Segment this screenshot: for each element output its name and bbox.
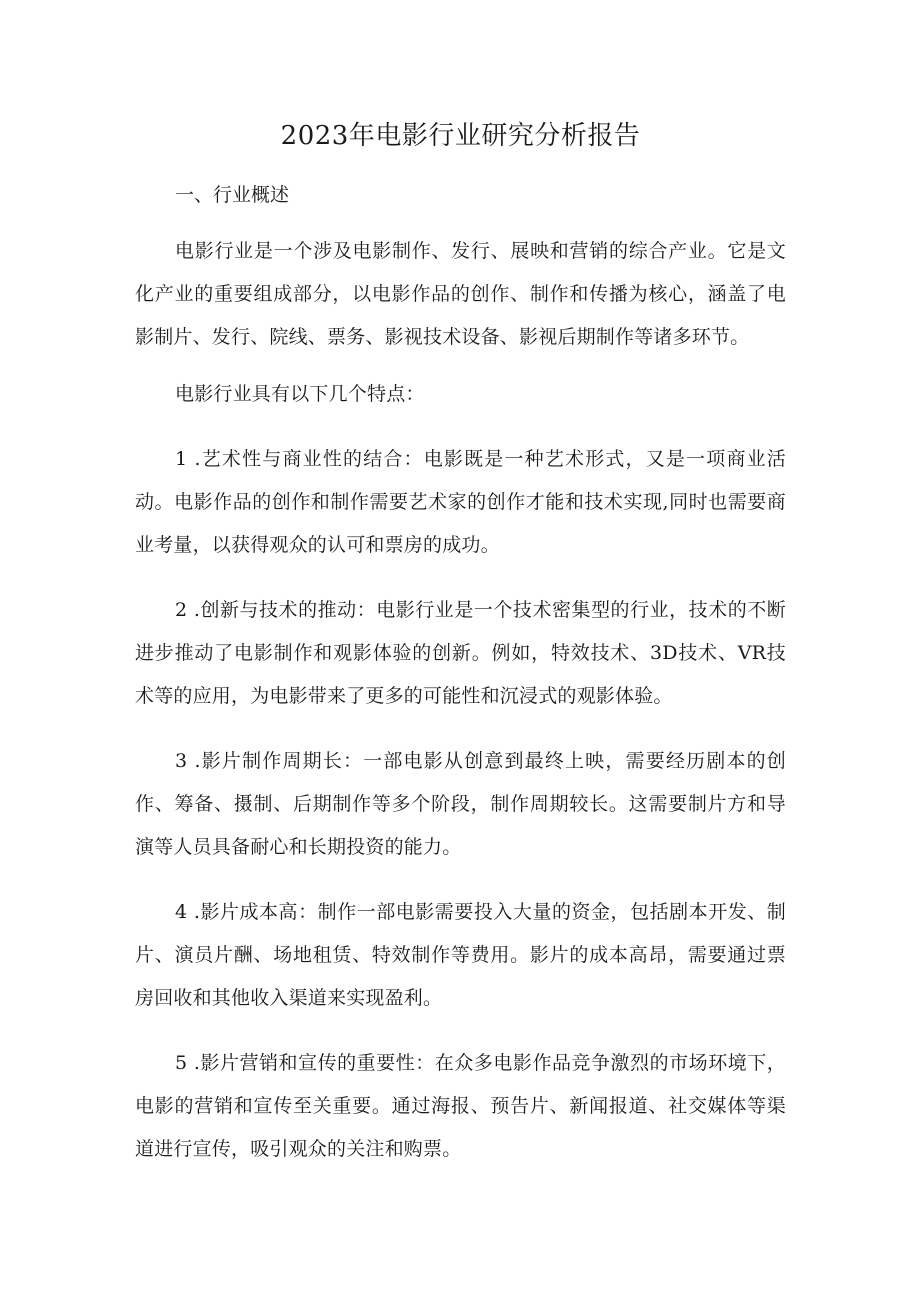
section-heading: 一、行业概述: [175, 184, 290, 206]
features-intro-paragraph: 电影行业具有以下几个特点：: [175, 383, 425, 405]
list-item-text: .艺术性与商业性的结合：电影既是一种艺术形式，又是一项商业活动。电影作品的创作和制作需要艺术家的创作才能和技术实现,同时也需要商业考量，以获得观众的认可和票房的成功。: [135, 448, 786, 556]
list-item: [135, 589, 786, 718]
list-item-number: 1: [175, 448, 188, 470]
list-item-number: 5: [175, 1052, 188, 1074]
list-item-text: .创新与技术的推动：电影行业是一个技术密集型的行业，技术的不断进步推动了电影制作和观影体验的创新。例如，特效技术、3D技术、VR技术等的应用，为电影带来了更多的可能性和沉浸式的观影体验。: [135, 599, 786, 707]
list-item-number: 4: [175, 901, 188, 923]
list-item-text: .影片成本高：制作一部电影需要投入大量的资金，包括剧本开发、制片、演员片酬、场地租赁、特效制作等费用。影片的成本高昂，需要通过票房回收和其他收入渠道来实现盈利。: [135, 901, 786, 1009]
list-item: [135, 740, 786, 869]
list-item: [135, 891, 786, 1020]
document-title: 2023年电影行业研究分析报告: [280, 121, 641, 151]
list-item-text: .影片制作周期长：一部电影从创意到最终上映，需要经历剧本的创作、筹备、摄制、后期制作等多个阶段，制作周期较长。这需要制片方和导演等人员具备耐心和长期投资的能力。: [135, 750, 786, 858]
overview-paragraph: 电影行业是一个涉及电影制作、发行、展映和营销的综合产业。它是文化产业的重要组成部分，以电影作品的创作、制作和传播为核心，涵盖了电影制片、发行、院线、票务、影视技术设备、影视后期制作等诸多环节。: [135, 240, 786, 348]
list-item-number: 2: [175, 599, 188, 621]
list-item-text: .影片营销和宣传的重要性：在众多电影作品竞争激烈的市场环境下，电影的营销和宣传至关重要。通过海报、预告片、新闻报道、社交媒体等渠道进行宣传，吸引观众的关注和购票。: [135, 1052, 786, 1160]
list-item-number: 3: [175, 750, 188, 772]
list-item: [135, 1042, 786, 1171]
list-item: [135, 438, 786, 567]
